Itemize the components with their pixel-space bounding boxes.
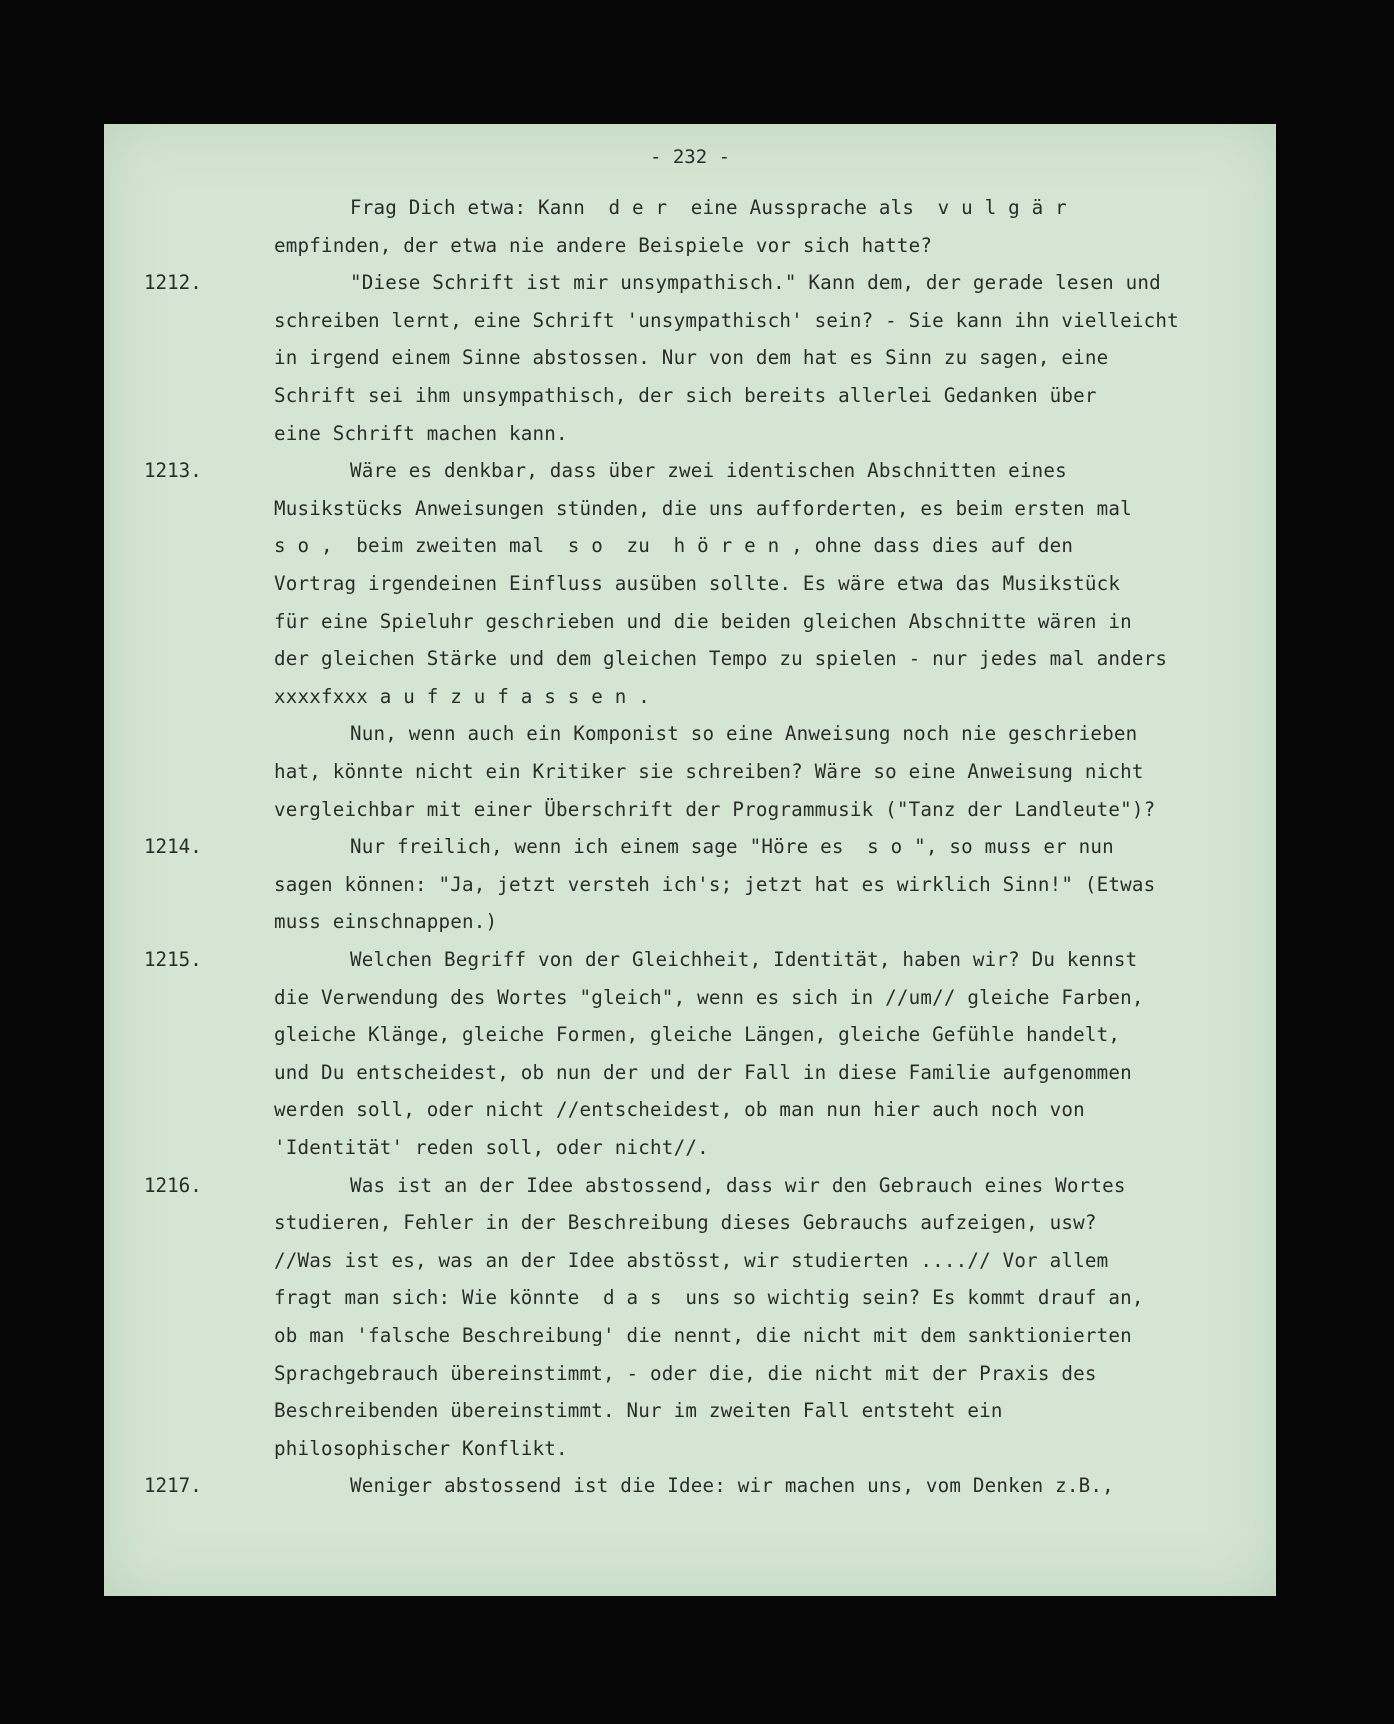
text-line: für eine Spieluhr geschrieben und die beiden gleichen Abschnitte wären in bbox=[274, 609, 1132, 633]
text-line: Nur freilich, wenn ich einem sage "Höre es s o ", so muss er nun bbox=[350, 835, 1114, 859]
text-line: fragt man sich: Wie könnte d a s uns so wichtig sein? Es kommt drauf an, bbox=[274, 1286, 1144, 1310]
paragraph-number: 1217. bbox=[144, 1474, 202, 1498]
text-line: empfinden, der etwa nie andere Beispiele vor sich hatte? bbox=[274, 233, 933, 257]
page-number: - 232 - bbox=[649, 146, 731, 168]
text-line: die Verwendung des Wortes "gleich", wenn es sich in //um// gleiche Farben, bbox=[274, 985, 1144, 1009]
text-line: philosophischer Konflikt. bbox=[274, 1436, 568, 1460]
text-line: muss einschnappen.) bbox=[274, 910, 498, 934]
text-line: in irgend einem Sinne abstossen. Nur von dem hat es Sinn zu sagen, eine bbox=[274, 346, 1109, 370]
paragraph-number: 1216. bbox=[144, 1173, 202, 1197]
text-line: 'Identität' reden soll, oder nicht//. bbox=[274, 1136, 709, 1159]
text-line: ob man 'falsche Beschreibung' die nennt, die nicht mit dem sanktionierten bbox=[274, 1324, 1132, 1347]
text-line: Weniger abstossend ist die Idee: wir machen uns, vom Denken z.B., bbox=[350, 1474, 1114, 1498]
text-line: "Diese Schrift ist mir unsympathisch." Kann dem, der gerade lesen und bbox=[350, 271, 1161, 295]
text-line: Beschreibenden übereinstimmt. Nur im zweiten Fall entsteht ein bbox=[274, 1399, 1003, 1423]
text-line: der gleichen Stärke und dem gleichen Tempo zu spielen - nur jedes mal anders bbox=[274, 647, 1168, 671]
text-line: //Was ist es, was an der Idee abstösst, wir studierten ....// Vor allem bbox=[274, 1248, 1109, 1272]
text-line: Wäre es denkbar, dass über zwei identischen Abschnitten eines bbox=[350, 459, 1067, 483]
text-line: gleiche Klänge, gleiche Formen, gleiche Längen, gleiche Gefühle handelt, bbox=[274, 1023, 1121, 1047]
text-line: Vortrag irgendeinen Einfluss ausüben sollte. Es wäre etwa das Musikstück bbox=[274, 572, 1121, 595]
paragraph-number: 1213. bbox=[144, 459, 202, 483]
text-line: schreiben lernt, eine Schrift 'unsympathisch' sein? - Sie kann ihn vielleicht bbox=[274, 308, 1179, 332]
text-line: Sprachgebrauch übereinstimmt, - oder die, die nicht mit der Praxis des bbox=[274, 1361, 1097, 1385]
text-line: vergleichbar mit einer Überschrift der Programmusik ("Tanz der Landleute")? bbox=[274, 797, 1156, 821]
paragraph-number: 1214. bbox=[144, 835, 202, 859]
text-line: Nun, wenn auch ein Komponist so eine Anweisung noch nie geschrieben bbox=[350, 722, 1138, 746]
text-line: sagen können: "Ja, jetzt versteh ich's; jetzt hat es wirklich Sinn!" (Etwas bbox=[274, 872, 1156, 896]
text-line: Was ist an der Idee abstossend, dass wir den Gebrauch eines Wortes bbox=[350, 1173, 1126, 1197]
text-line: Musikstücks Anweisungen stünden, die uns aufforderten, es beim ersten mal bbox=[274, 496, 1132, 520]
text-line: studieren, Fehler in der Beschreibung dieses Gebrauchs aufzeigen, usw? bbox=[274, 1211, 1097, 1235]
text-line: Schrift sei ihm unsympathisch, der sich bereits allerlei Gedanken über bbox=[274, 384, 1097, 407]
text-line: s o , beim zweiten mal s o zu h ö r e n , ohne dass dies auf den bbox=[274, 534, 1074, 558]
paragraph-number: 1215. bbox=[144, 948, 202, 971]
text-line: Welchen Begriff von der Gleichheit, Identität, haben wir? Du kennst bbox=[350, 948, 1138, 971]
text-line: und Du entscheidest, ob nun der und der Fall in diese Familie aufgenommen bbox=[274, 1060, 1132, 1084]
text-line: hat, könnte nicht ein Kritiker sie schreiben? Wäre so eine Anweisung nicht bbox=[274, 760, 1144, 783]
text-line: eine Schrift machen kann. bbox=[274, 421, 568, 445]
text-line: werden soll, oder nicht //entscheidest, ob man nun hier auch noch von bbox=[274, 1098, 1085, 1122]
text-line: xxxxfxxx a u f z u f a s s e n . bbox=[274, 684, 651, 708]
text-line: Frag Dich etwa: Kann d e r eine Aussprache als v u l g ä r bbox=[350, 196, 1067, 219]
paragraph-number: 1212. bbox=[144, 271, 202, 295]
typescript-page bbox=[104, 124, 1276, 1596]
